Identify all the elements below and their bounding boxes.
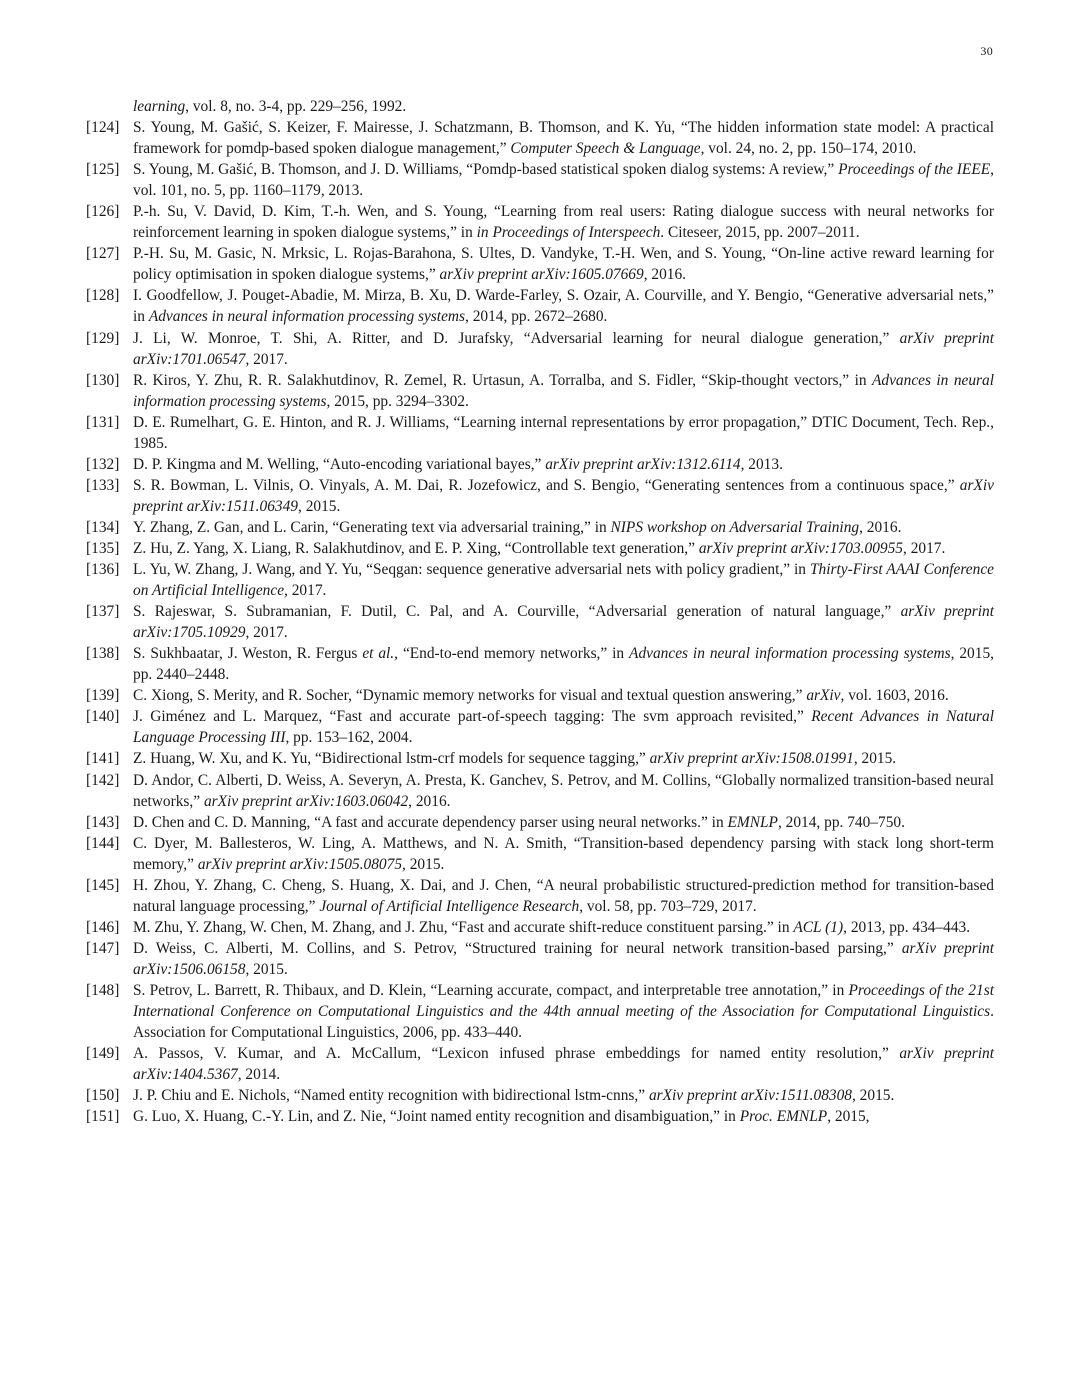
reference-text-segment: J. P. Chiu and E. Nichols, “Named entity recognition with bidirectional lstm-cnns,” xyxy=(133,1087,649,1105)
reference-text xyxy=(133,706,994,748)
reference-text-segment: D. E. Rumelhart, G. E. Hinton, and R. J. Williams, “Learning internal representations by error propagation,” DTIC Document, Tech. Rep., 1985. xyxy=(133,413,994,452)
reference-text xyxy=(133,685,994,706)
reference-text-segment: S. Young, M. Gašić, B. Thomson, and J. D. Williams, “Pomdp-based statistical spoken dialog systems: A review,” xyxy=(133,161,839,179)
page-number: 30 xyxy=(980,44,993,58)
reference-text xyxy=(133,201,994,243)
reference-text-segment: Z. Huang, W. Xu, and K. Yu, “Bidirectional lstm-crf models for sequence tagging,” xyxy=(133,750,650,768)
reference-text-segment: , 2015. xyxy=(402,855,445,873)
reference-number: [129] xyxy=(86,329,120,347)
reference-text-segment: D. P. Kingma and M. Welling, “Auto-encoding variational bayes,” xyxy=(133,455,546,473)
reference-entry xyxy=(86,938,994,980)
reference-venue-italic: Thirty-First AAAI Conference on Artificial Intelligence xyxy=(133,561,994,600)
reference-number: [142] xyxy=(86,771,120,789)
reference-number: [143] xyxy=(86,813,120,831)
reference-entry xyxy=(86,770,994,812)
reference-text-segment: . Association for Computational Linguistics, 2006, pp. 433–440. xyxy=(133,1003,994,1042)
reference-number: [151] xyxy=(86,1108,120,1126)
reference-text-segment: . Citeseer, 2015, pp. 2007–2011. xyxy=(660,224,860,242)
reference-entry xyxy=(86,1043,994,1085)
reference-entry xyxy=(86,685,994,706)
reference-text-segment: , 2017. xyxy=(245,624,288,642)
reference-venue-italic: Advances in neural information processing systems xyxy=(629,645,951,663)
reference-text xyxy=(133,370,994,412)
reference-text-segment: G. Luo, X. Huang, C.-Y. Lin, and Z. Nie, “Joint named entity recognition and disambiguation,” in xyxy=(133,1108,740,1126)
reference-text-segment: S. Rajeswar, S. Subramanian, F. Dutil, C. Pal, and A. Courville, “Adversarial generation of natural language,” xyxy=(133,603,901,621)
reference-text xyxy=(133,875,994,917)
reference-number: [133] xyxy=(86,476,120,494)
reference-text-segment: S. Young, M. Gašić, S. Keizer, F. Mairesse, J. Schatzmann, B. Thomson, and K. Yu, “The hidden information state model: A practical framework for pomdp-based spoken dialogue management,” xyxy=(133,119,994,158)
reference-entry xyxy=(86,538,994,559)
reference-venue-italic: arXiv preprint arXiv:1705.10929 xyxy=(133,603,994,642)
reference-text-segment: S. Sukhbaatar, J. Weston, R. Fergus xyxy=(133,645,363,663)
reference-venue-italic: arXiv preprint arXiv:1505.08075 xyxy=(197,855,403,873)
reference-text xyxy=(133,328,994,370)
reference-entry xyxy=(86,643,994,685)
reference-text xyxy=(133,412,994,454)
reference-text-segment: , 2014. xyxy=(237,1066,281,1084)
reference-text-segment: P.-H. Su, M. Gasic, N. Mrksic, L. Rojas-Barahona, S. Ultes, D. Vandyke, T.-H. Wen, and S. Young, “On-line active reward learning for policy optimisation in spoken dialogue systems,” xyxy=(133,245,994,284)
reference-number: [136] xyxy=(86,561,120,579)
reference-venue-italic: arXiv xyxy=(806,687,841,705)
reference-entry xyxy=(86,1106,994,1127)
reference-text-segment: , 2015, xyxy=(827,1108,870,1126)
reference-entry xyxy=(86,243,994,285)
reference-venue-italic: Proceedings of the 21st International Conference on Computational Linguistics and the 44th annual meeting of the Association for Computational Linguistics xyxy=(133,981,994,1021)
reference-entry xyxy=(86,328,994,370)
reference-venue-italic: arXiv preprint arXiv:1312.6114 xyxy=(545,455,741,473)
reference-entry xyxy=(86,1085,994,1106)
reference-number: [134] xyxy=(86,518,120,536)
reference-text-segment: , 2015. xyxy=(298,497,341,515)
reference-entry xyxy=(86,559,994,601)
reference-venue-italic: learning xyxy=(133,98,186,115)
reference-text-segment: , 2013, pp. 434–443. xyxy=(843,918,971,936)
reference-venue-italic: Advances in neural information processing systems xyxy=(148,308,466,326)
reference-venue-italic: et al. xyxy=(362,645,395,663)
reference-venue-italic: in Proceedings of Interspeech xyxy=(476,224,661,242)
reference-entry xyxy=(86,980,994,1043)
reference-entry xyxy=(86,412,994,454)
reference-text-segment: , 2017. xyxy=(245,350,288,368)
reference-text xyxy=(133,643,994,685)
reference-text-segment: , pp. 153–162, 2004. xyxy=(285,729,413,747)
reference-number: [125] xyxy=(86,161,120,179)
reference-entry xyxy=(86,117,994,159)
reference-number: [140] xyxy=(86,708,120,726)
reference-text-segment: , 2016. xyxy=(859,518,902,536)
reference-text xyxy=(133,243,994,285)
reference-entry xyxy=(86,748,994,769)
reference-text-segment: Y. Zhang, Z. Gan, and L. Carin, “Generating text via adversarial training,” in xyxy=(133,518,611,536)
reference-text xyxy=(133,833,994,875)
reference-text xyxy=(133,748,994,769)
reference-text-segment: , 2015. xyxy=(245,960,288,978)
reference-venue-italic: arXiv preprint arXiv:1508.01991 xyxy=(649,750,854,768)
reference-venue-italic: Advances in neural information processing systems xyxy=(133,371,994,410)
reference-number: [139] xyxy=(86,687,120,705)
reference-entry xyxy=(86,706,994,748)
reference-text-segment: , 2013. xyxy=(740,455,783,473)
reference-entry xyxy=(86,812,994,833)
reference-venue-italic: Journal of Artificial Intelligence Research xyxy=(319,897,580,915)
reference-entry xyxy=(86,159,994,201)
reference-number: [131] xyxy=(86,413,120,431)
reference-text-segment: D. Andor, C. Alberti, D. Weiss, A. Severyn, A. Presta, K. Ganchev, S. Petrov, and M. Collins, “Globally normalized transition-based neural networks,” xyxy=(133,771,994,810)
reference-text xyxy=(133,812,994,833)
reference-text-segment: , vol. 8, no. 3-4, pp. 229–256, 1992. xyxy=(185,98,407,115)
reference-text-segment: , “End-to-end memory networks,” in xyxy=(394,645,630,663)
reference-entry xyxy=(86,875,994,917)
reference-text-segment: , 2016. xyxy=(408,792,451,810)
reference-entry xyxy=(86,285,994,327)
reference-venue-italic: NIPS workshop on Adversarial Training xyxy=(610,518,860,536)
reference-text-segment: P.-h. Su, V. David, D. Kim, T.-h. Wen, and S. Young, “Learning from real users: Rating dialogue success with neural networks for reinforcement learning in spoken dialogue systems,” in xyxy=(133,203,994,242)
reference-text-segment: L. Yu, W. Zhang, J. Wang, and Y. Yu, “Seqgan: sequence generative adversarial nets with policy gradient,” in xyxy=(133,561,810,579)
reference-text-segment: I. Goodfellow, J. Pouget-Abadie, M. Mirza, B. Xu, D. Warde-Farley, S. Ozair, A. Courville, and Y. Bengio, “Generative adversarial nets,” in xyxy=(133,287,994,326)
reference-text-segment: M. Zhu, Y. Zhang, W. Chen, M. Zhang, and J. Zhu, “Fast and accurate shift-reduce constituent parsing.” in xyxy=(133,918,794,936)
reference-text xyxy=(133,538,994,559)
reference-venue-italic: Computer Speech & Language xyxy=(510,140,701,158)
reference-venue-italic: arXiv preprint arXiv:1701.06547 xyxy=(133,329,994,368)
reference-text-segment: S. R. Bowman, L. Vilnis, O. Vinyals, A. M. Dai, R. Jozefowicz, and S. Bengio, “Generating sentences from a continuous space,” xyxy=(133,476,960,494)
reference-venue-italic: arXiv preprint arXiv:1506.06158 xyxy=(133,939,995,978)
reference-text-segment: , 2017. xyxy=(903,539,946,557)
reference-entry xyxy=(86,454,994,475)
reference-entry xyxy=(86,96,994,117)
reference-text-segment: , 2015, pp. 3294–3302. xyxy=(326,392,469,410)
reference-venue-italic: arXiv preprint arXiv:1703.00955 xyxy=(698,539,904,557)
reference-text xyxy=(133,1106,994,1127)
reference-text xyxy=(133,917,994,938)
reference-text xyxy=(133,517,994,538)
reference-text-segment: C. Dyer, M. Ballesteros, W. Ling, A. Matthews, and N. A. Smith, “Transition-based dependency parsing with stack long short-term memory,” xyxy=(133,834,994,873)
reference-text xyxy=(133,1043,994,1085)
reference-number: [148] xyxy=(86,981,120,999)
reference-text-segment: R. Kiros, Y. Zhu, R. R. Salakhutdinov, R. Zemel, R. Urtasun, A. Torralba, and S. Fidler, “Skip-thought vectors,” in xyxy=(133,371,872,389)
reference-text-segment: , 2014, pp. 2672–2680. xyxy=(465,308,608,326)
reference-number: [135] xyxy=(86,539,120,557)
reference-text-segment: H. Zhou, Y. Zhang, C. Cheng, S. Huang, X. Dai, and J. Chen, “A neural probabilistic structured-prediction method for transition-based natural language processing,” xyxy=(133,876,994,915)
reference-number: [126] xyxy=(86,203,120,221)
reference-text-segment: , vol. 101, no. 5, pp. 1160–1179, 2013. xyxy=(133,161,994,200)
reference-number: [127] xyxy=(86,245,120,263)
reference-venue-italic: arXiv preprint arXiv:1511.08308 xyxy=(648,1087,852,1105)
reference-text-segment: D. Weiss, C. Alberti, M. Collins, and S. Petrov, “Structured training for neural network transition-based parsing,” xyxy=(133,939,902,957)
reference-number: [128] xyxy=(86,287,120,305)
reference-text-segment: , vol. 58, pp. 703–729, 2017. xyxy=(579,897,757,915)
reference-entry xyxy=(86,601,994,643)
reference-entry xyxy=(86,475,994,517)
reference-number: [145] xyxy=(86,876,120,894)
reference-text xyxy=(133,938,994,980)
reference-number: [130] xyxy=(86,371,120,389)
reference-number: [146] xyxy=(86,918,120,936)
reference-text-segment: J. Li, W. Monroe, T. Shi, A. Ritter, and D. Jurafsky, “Adversarial learning for neural dialogue generation,” xyxy=(133,329,900,347)
reference-number: [141] xyxy=(86,750,120,768)
reference-text-segment: S. Petrov, L. Barrett, R. Thibaux, and D. Klein, “Learning accurate, compact, and interpretable tree annotation,” in xyxy=(133,981,849,999)
reference-text xyxy=(133,1085,994,1106)
reference-text xyxy=(133,770,994,812)
reference-number: [138] xyxy=(86,645,120,663)
reference-text-segment: D. Chen and C. D. Manning, “A fast and accurate dependency parser using neural networks.” in xyxy=(133,813,728,831)
reference-venue-italic: arXiv preprint arXiv:1404.5367 xyxy=(133,1045,994,1084)
reference-venue-italic: Proceedings of the IEEE xyxy=(838,161,991,179)
reference-text-segment: , 2015. xyxy=(851,1087,895,1105)
reference-venue-italic: Recent Advances in Natural Language Processing III xyxy=(133,708,994,747)
reference-number: [132] xyxy=(86,455,120,473)
reference-text-segment: J. Giménez and L. Marquez, “Fast and accurate part-of-speech tagging: The svm approach revisited,” xyxy=(133,708,812,726)
reference-text-segment: Z. Hu, Z. Yang, X. Liang, R. Salakhutdinov, and E. P. Xing, “Controllable text generation,” xyxy=(133,539,699,557)
reference-text-segment: , 2015, pp. 2440–2448. xyxy=(133,645,994,684)
reference-text-segment: , 2014, pp. 740–750. xyxy=(777,813,905,831)
reference-number: [150] xyxy=(86,1087,120,1105)
reference-number: [149] xyxy=(86,1045,120,1063)
reference-text xyxy=(133,159,994,201)
reference-venue-italic: Proc. EMNLP xyxy=(739,1108,828,1126)
reference-number: [124] xyxy=(86,119,120,137)
reference-text-segment: , 2017. xyxy=(284,582,327,600)
reference-text xyxy=(133,454,994,475)
reference-text-segment: C. Xiong, S. Merity, and R. Socher, “Dynamic memory networks for visual and textual question answering,” xyxy=(133,687,807,705)
reference-entry xyxy=(86,370,994,412)
reference-list xyxy=(86,96,994,1127)
reference-text-segment: A. Passos, V. Kumar, and A. McCallum, “Lexicon infused phrase embeddings for named entity resolution,” xyxy=(133,1045,900,1063)
reference-number: [137] xyxy=(86,603,120,621)
reference-text xyxy=(133,559,994,601)
reference-number: [147] xyxy=(86,939,120,957)
reference-venue-italic: EMNLP xyxy=(727,813,778,831)
reference-text xyxy=(133,96,994,117)
reference-entry xyxy=(86,917,994,938)
reference-text xyxy=(133,475,994,517)
reference-entry xyxy=(86,833,994,875)
reference-entry xyxy=(86,201,994,243)
reference-venue-italic: arXiv preprint arXiv:1603.06042 xyxy=(203,792,409,810)
reference-number: [144] xyxy=(86,834,120,852)
reference-entry xyxy=(86,517,994,538)
reference-text-segment: , vol. 24, no. 2, pp. 150–174, 2010. xyxy=(700,140,917,158)
reference-text xyxy=(133,117,994,159)
reference-text-segment: , vol. 1603, 2016. xyxy=(840,687,949,705)
reference-text xyxy=(133,980,994,1043)
reference-text-segment: , 2016. xyxy=(643,266,687,284)
reference-text xyxy=(133,285,994,327)
reference-text xyxy=(133,601,994,643)
reference-venue-italic: ACL (1) xyxy=(793,918,844,936)
reference-venue-italic: arXiv preprint arXiv:1605.07669 xyxy=(439,266,644,284)
reference-venue-italic: arXiv preprint arXiv:1511.06349 xyxy=(133,476,994,515)
reference-text-segment: , 2015. xyxy=(853,750,897,768)
